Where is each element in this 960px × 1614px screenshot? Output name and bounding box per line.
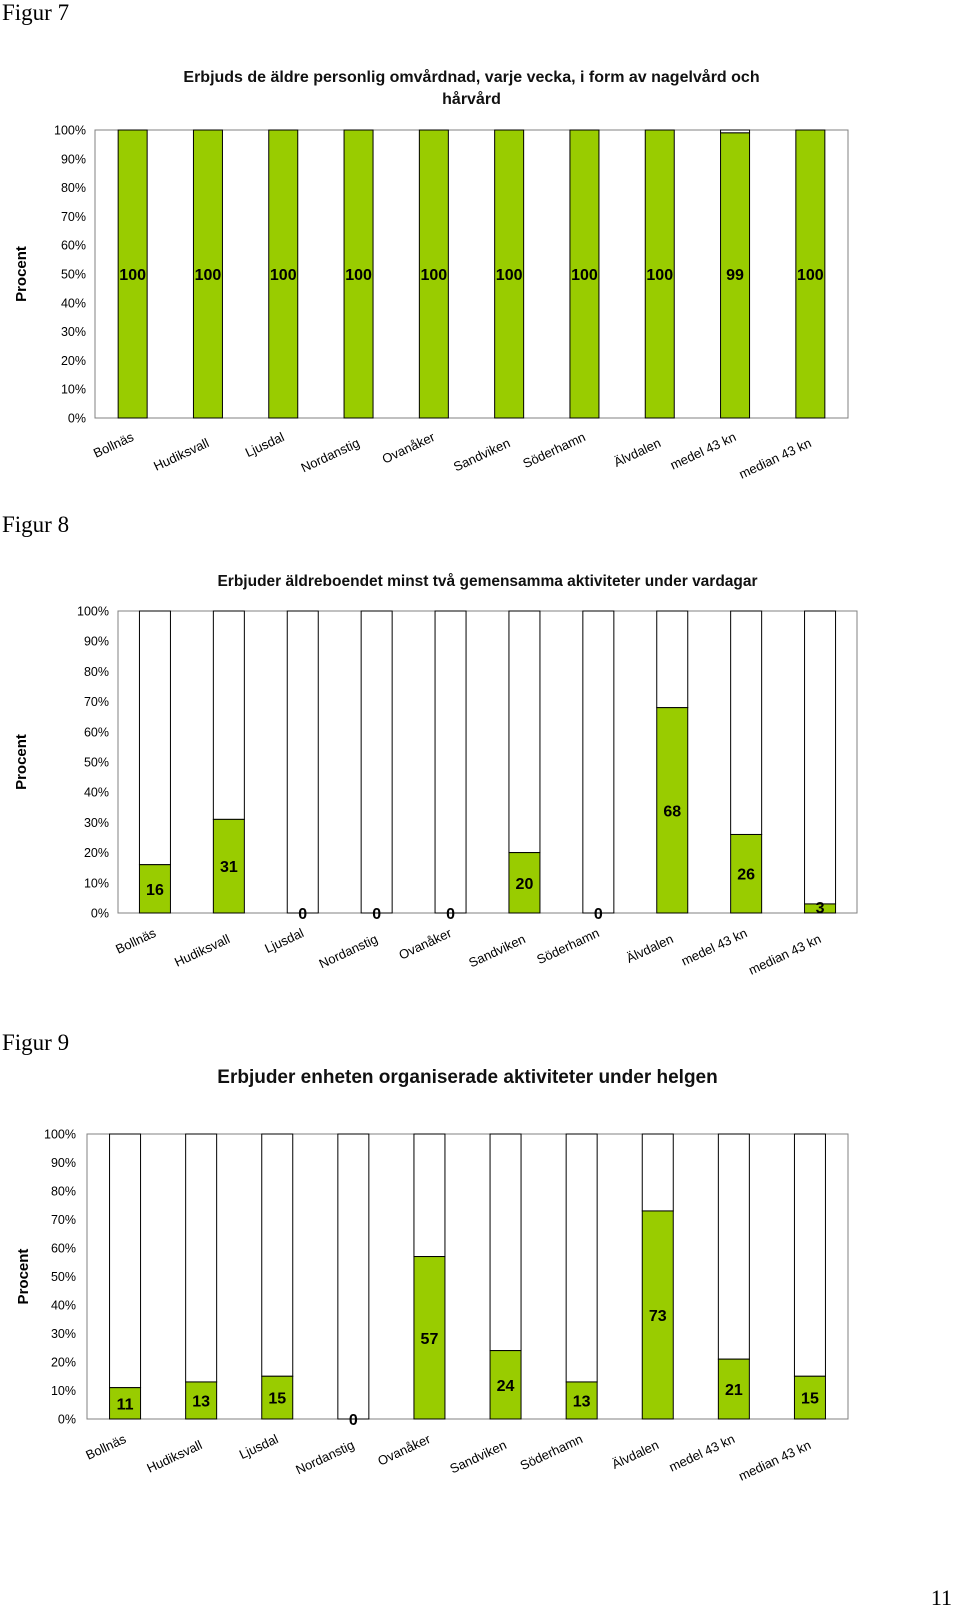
category-label: median 43 kn [736, 1437, 814, 1484]
category-label: Bollnäs [83, 1431, 129, 1463]
bar-data-label: 21 [724, 1382, 743, 1400]
category-label: Söderhamn [517, 1431, 585, 1474]
bar-data-label: 100 [796, 267, 824, 284]
category-label: Älvdalen [623, 931, 676, 966]
bar-remainder [110, 1134, 141, 1388]
bar-data-label: 99 [726, 267, 744, 284]
category-label: Bollnäs [90, 429, 136, 461]
bar-data-label: 100 [119, 267, 147, 284]
y-axis-label: Procent [15, 1248, 32, 1305]
y-tick-label: 80% [50, 1184, 76, 1199]
bar-data-label: 100 [345, 267, 372, 284]
bar-remainder [718, 1134, 749, 1359]
bar-data-label: 100 [194, 267, 222, 284]
category-label: Ljusdal [236, 1431, 281, 1463]
bar-data-label: 100 [269, 267, 297, 284]
category-label: medel 43 kn [667, 429, 739, 473]
bar-remainder [566, 1134, 597, 1382]
y-tick-label: 60% [83, 725, 109, 740]
y-tick-label: 40% [83, 785, 109, 800]
y-tick-label: 60% [50, 1241, 76, 1256]
y-tick-label: 50% [83, 755, 109, 770]
bar-data-label: 16 [146, 881, 164, 899]
bar-data-label: 0 [593, 906, 603, 923]
y-tick-label: 10% [83, 876, 109, 891]
bar-data-label: 100 [420, 267, 448, 284]
category-label: Sandviken [466, 931, 528, 971]
y-tick-label: 100% [44, 1127, 76, 1142]
bar-data-label: 100 [495, 267, 523, 284]
bar-data-label: 26 [737, 866, 756, 884]
category-label: Sandviken [451, 435, 513, 475]
bar-data-label: 68 [663, 803, 682, 821]
bar-remainder [414, 1134, 445, 1257]
y-tick-label: 30% [83, 815, 109, 830]
bar-data-label: 15 [268, 1390, 287, 1408]
y-tick-label: 90% [60, 152, 86, 167]
y-tick-label: 80% [60, 181, 86, 196]
bar-data-label: 15 [801, 1390, 819, 1408]
y-tick-label: 70% [60, 209, 86, 224]
figure-9-heading: Figur 9 [2, 1030, 70, 1055]
y-tick-label: 20% [50, 1355, 76, 1370]
bar-remainder [262, 1134, 293, 1376]
bar-data-label: 13 [572, 1393, 591, 1411]
figure-8-heading: Figur 8 [2, 512, 70, 537]
bar-data-label: 73 [648, 1307, 667, 1325]
y-tick-label: 0% [67, 411, 86, 426]
y-tick-label: 30% [50, 1327, 76, 1341]
y-tick-label: 90% [83, 634, 109, 649]
bar-data-label: 100 [646, 267, 674, 284]
chart-title-line: Erbjuder äldreboendet minst två gemensamma aktiviteter under vardagar [217, 573, 758, 590]
y-tick-label: 40% [60, 296, 86, 311]
bar-data-label: 0 [348, 1412, 358, 1429]
category-label: Söderhamn [520, 429, 588, 472]
bar-data-label: 0 [298, 906, 308, 923]
bar-data-label: 57 [420, 1330, 439, 1348]
y-tick-label: 90% [50, 1156, 76, 1170]
y-tick-label: 70% [83, 695, 109, 710]
bar-data-label: 13 [192, 1393, 211, 1411]
chart-title-line: hårvård [442, 91, 501, 108]
category-label: Älvdalen [609, 1437, 662, 1472]
y-tick-label: 30% [60, 325, 86, 340]
y-tick-label: 10% [60, 382, 86, 397]
category-label: median 43 kn [746, 931, 824, 978]
category-label: Hudiksvall [151, 435, 212, 474]
category-label: Hudiksvall [144, 1437, 205, 1476]
bar-remainder [186, 1134, 217, 1382]
bar-remainder [338, 1134, 369, 1419]
y-tick-label: 0% [57, 1412, 76, 1427]
bar-data-label: 3 [815, 900, 825, 917]
category-label: Ljusdal [262, 925, 307, 957]
chart-title-line: Erbjuder enheten organiserade aktiviteter under helgen [217, 1067, 718, 1088]
y-tick-label: 0% [90, 906, 109, 921]
chart-title-line: Erbjuds de äldre personlig omvårdnad, varje vecka, i form av nagelvård och [183, 69, 760, 86]
figure-7-heading: Figur 7 [2, 0, 70, 25]
page-number: 11 [930, 1585, 952, 1610]
bar-remainder [794, 1134, 825, 1376]
category-label: medel 43 kn [678, 925, 750, 969]
category-label: Ovanåker [375, 1431, 433, 1469]
category-label: Sandviken [447, 1437, 509, 1477]
y-tick-label: 20% [60, 353, 86, 368]
bar-remainder [642, 1134, 673, 1211]
category-label: medel 43 kn [666, 1431, 738, 1475]
y-tick-label: 10% [50, 1384, 76, 1398]
bar-data-label: 20 [515, 875, 534, 893]
y-axis-label: Procent [13, 246, 30, 302]
category-label: Ovanåker [379, 429, 438, 467]
bar-data-label: 0 [372, 906, 382, 923]
y-axis-label: Procent [13, 734, 30, 790]
bar-data-label: 11 [116, 1396, 134, 1414]
y-tick-label: 100% [77, 604, 109, 619]
y-tick-label: 20% [83, 846, 109, 861]
y-tick-label: 100% [54, 123, 86, 138]
category-label: Hudiksvall [172, 931, 233, 970]
y-tick-label: 40% [50, 1298, 76, 1313]
category-label: Söderhamn [534, 925, 602, 968]
bar-data-label: 100 [571, 267, 598, 284]
y-tick-label: 70% [50, 1213, 76, 1227]
y-tick-label: 80% [83, 664, 109, 679]
y-tick-label: 50% [50, 1270, 76, 1284]
y-tick-label: 60% [60, 238, 86, 253]
y-tick-label: 50% [60, 267, 86, 282]
bar-remainder [490, 1134, 521, 1351]
bar-data-label: 31 [219, 859, 238, 877]
category-label: Ljusdal [242, 429, 287, 461]
category-label: Nordanstig [293, 1437, 357, 1478]
category-label: Ovanåker [396, 925, 454, 963]
category-label: Bollnäs [113, 925, 159, 957]
bar-data-label: 0 [446, 906, 456, 923]
category-label: Nordanstig [316, 931, 380, 972]
bar-data-label: 24 [496, 1377, 515, 1395]
category-label: median 43 kn [736, 435, 814, 482]
category-label: Nordanstig [298, 435, 362, 476]
category-label: Älvdalen [611, 435, 664, 470]
